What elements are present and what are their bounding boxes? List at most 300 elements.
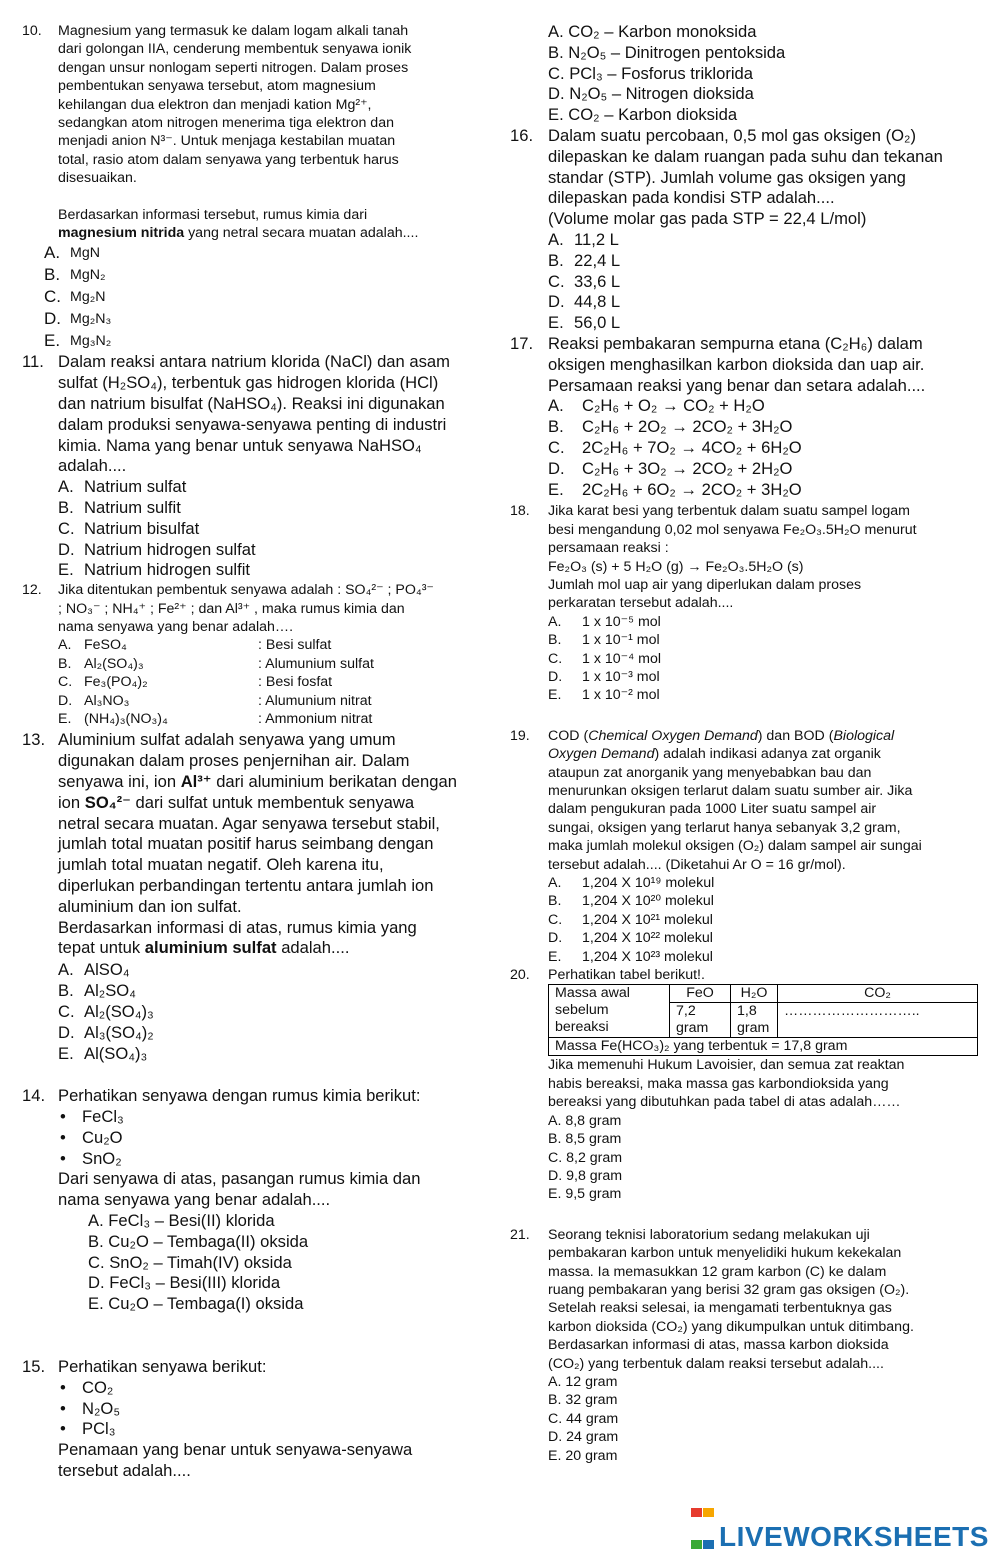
option-name: : Ammonium nitrat	[258, 711, 373, 728]
option-d[interactable]	[548, 292, 978, 313]
header-line: Massa awal	[555, 985, 630, 1002]
option-letter: B.	[548, 250, 564, 270]
stem-line: sungai, oksigen yang terlarut hanya sebanyak 3,2 gram,	[548, 819, 901, 836]
option-letter: A.	[548, 613, 562, 630]
options	[548, 613, 978, 705]
option-letter: B.	[548, 417, 564, 437]
option-formula: FeSO₄	[84, 637, 127, 654]
option-d[interactable]: D. 24 gram	[548, 1429, 619, 1446]
stem-line: Perhatikan tabel berikut!.	[548, 967, 705, 984]
option-letter: E.	[548, 948, 562, 965]
question-prompt: Penamaan yang benar untuk senyawa-senyawa	[58, 1440, 413, 1460]
option-e[interactable]	[58, 710, 484, 728]
stem-line: Perhatikan senyawa dengan rumus kimia berikut:	[58, 1086, 421, 1106]
table-cell	[778, 985, 978, 1038]
option-text: 1,204 X 10²¹ molekul	[582, 911, 713, 928]
question-20	[510, 966, 978, 984]
option-letter: D.	[548, 668, 563, 685]
option-letter: C.	[58, 518, 75, 538]
option-letter: E.	[548, 313, 564, 333]
stem-line: sulfat (H₂SO₄), terbentuk gas hidrogen klorida (HCl)	[58, 373, 439, 393]
option-letter: B.	[548, 632, 562, 649]
question-number: 11.	[22, 352, 44, 372]
option-letter: C.	[44, 287, 61, 307]
option-letter: D.	[44, 309, 61, 329]
option-b[interactable]	[58, 980, 484, 1001]
table-cell	[549, 985, 670, 1038]
column-header: FeO	[670, 985, 730, 1003]
compound-item: • SnO₂	[58, 1149, 484, 1170]
option-e[interactable]: E. Cu₂O – Tembaga(I) oksida	[88, 1294, 304, 1314]
option-text: Al₃(SO₄)₂	[84, 1023, 154, 1043]
header-line: bereaksi	[555, 1019, 609, 1036]
text: dari sulfat untuk membentuk senyawa	[130, 792, 415, 812]
option-letter: C.	[548, 650, 563, 667]
compound-list	[58, 1107, 484, 1169]
option-text: Natrium sulfit	[84, 498, 181, 518]
stem-line: total, rasio atom dalam senyawa yang terbentuk harus	[58, 151, 399, 168]
option-letter: C.	[548, 271, 565, 291]
option-text: 33,6 L	[574, 271, 621, 291]
text: tepat untuk	[58, 938, 145, 958]
option-c[interactable]	[58, 673, 484, 691]
option-d[interactable]: D. FeCl₃ – Besi(III) klorida	[88, 1273, 281, 1293]
brand-tile	[691, 1508, 702, 1517]
option-d[interactable]	[58, 540, 484, 561]
option-text: 1,204 X 10²² molekul	[582, 930, 713, 947]
stem-line: Setelah reaksi selesai, ia mengamati terbentuknya gas	[548, 1300, 892, 1317]
compound-item: • N₂O₅	[58, 1399, 484, 1420]
option-text: Natrium hidrogen sulfat	[84, 539, 256, 559]
question-prompt: nama senyawa yang benar adalah....	[58, 1190, 331, 1210]
stem-line: habis bereaksi, maka massa gas karbondioksida yang	[548, 1075, 889, 1092]
option-a[interactable]: A. FeCl₃ – Besi(II) klorida	[88, 1211, 275, 1231]
question-21	[510, 1226, 978, 1465]
option-letter: A.	[548, 229, 564, 249]
option-letter: D.	[58, 539, 75, 559]
option-text: Mg₃N₂	[70, 333, 112, 350]
option-text: 56,0 L	[574, 313, 621, 333]
option-formula: Al₂(SO₄)₃	[84, 655, 144, 672]
option-formula: Fe₃(PO₄)₂	[84, 674, 148, 691]
option-e[interactable]	[548, 686, 978, 704]
question-14	[22, 1086, 484, 1315]
question-prompt	[58, 224, 484, 242]
option-b[interactable]: B. 32 gram	[548, 1392, 618, 1409]
stem-line: standar (STP). Jumlah volume gas oksigen yang	[548, 167, 906, 187]
stem-line: Jika ditentukan pembentuk senyawa adalah : SO₄²⁻ ; PO₄³⁻	[58, 582, 434, 599]
right-column	[510, 22, 978, 1465]
cell-value: 7,2	[676, 1003, 696, 1020]
option-d[interactable]	[44, 308, 484, 330]
stem-line: Berdasarkan informasi di atas, massa karbon dioksida	[548, 1337, 889, 1354]
stem-line: adalah....	[58, 456, 127, 476]
option-b[interactable]	[548, 631, 978, 649]
question-number: 10.	[22, 23, 42, 39]
prompt-text: yang netral secara muatan adalah....	[184, 225, 419, 242]
stem-line: dilepaskan pada kondisi STP adalah....	[548, 188, 835, 208]
option-e[interactable]: E. CO₂ – Karbon dioksida	[548, 105, 738, 125]
option-letter: C.	[58, 674, 73, 691]
option-letter: C.	[58, 1002, 75, 1022]
table-footer: Massa Fe(HCO₃)₂ yang terbentuk = 17,8 gram	[549, 1038, 978, 1056]
option-a[interactable]	[58, 636, 484, 654]
stem-line: pembakaran karbon untuk menyelidiki hukum kekekalan	[548, 1245, 902, 1262]
question-stem	[58, 22, 484, 242]
stem-line: dalam pengukuran pada 1000 Liter suatu sampel air	[548, 801, 877, 818]
option-text: 2C₂H₆ + 7O₂ → 4CO₂ + 6H₂O	[582, 437, 802, 457]
answer-blank[interactable]: ………………………..	[784, 1003, 920, 1020]
option-text: 1 x 10⁻¹ mol	[582, 632, 660, 649]
option-text: Al₂(SO₄)₃	[84, 1002, 154, 1022]
option-b[interactable]	[548, 251, 978, 272]
question-15	[22, 1357, 484, 1482]
option-d[interactable]: D. 9,8 gram	[548, 1167, 623, 1184]
stem-line: jumlah total muatan negatif. Oleh karena itu,	[58, 855, 384, 875]
option-a[interactable]: A. CO₂ – Karbon monoksida	[548, 22, 757, 41]
stem-line: kehilangan dua elektron dan menjadi kation Mg²⁺,	[58, 96, 372, 113]
option-e[interactable]: E. 9,5 gram	[548, 1186, 622, 1203]
options	[58, 959, 484, 1064]
option-c[interactable]: C. 44 gram	[548, 1410, 619, 1427]
brand-name: LIVEWORKSHEETS	[719, 1521, 989, 1552]
stem-line: pembentukan senyawa tersebut, atom magnesium	[58, 78, 376, 95]
option-text: 11,2 L	[574, 229, 619, 249]
stem-line: (CO₂) yang terbentuk dalam reaksi tersebut adalah....	[548, 1355, 884, 1372]
option-text: 1 x 10⁻⁵ mol	[582, 613, 661, 630]
option-a[interactable]	[58, 959, 484, 980]
question-number: 14.	[22, 1086, 46, 1106]
stem-line	[58, 772, 484, 793]
option-letter: D.	[548, 458, 565, 478]
option-a[interactable]	[44, 242, 484, 264]
question-number: 17.	[510, 333, 534, 353]
stem-line: dalam produksi senyawa-senyawa penting di industri	[58, 414, 447, 434]
reaction-equation: Fe₂O₃ (s) + 5 H₂O (g) → Fe₂O₃.5H₂O (s)	[548, 558, 804, 575]
bold-term: aluminium sulfat	[144, 938, 277, 958]
stem-line: (Volume molar gas pada STP = 22,4 L/mol)	[548, 209, 867, 229]
stem-line: maka jumlah molekul oksigen (O₂) dalam sampel air sungai	[548, 838, 922, 855]
option-letter: B.	[44, 265, 61, 285]
stem-line	[548, 745, 978, 763]
stem-line: persamaan reaksi :	[548, 540, 669, 557]
text: dari aluminium berikatan dengan	[211, 772, 457, 792]
option-d[interactable]	[58, 1022, 484, 1043]
question-prompt: Berdasarkan informasi tersebut, rumus kimia dari	[58, 206, 368, 223]
option-e[interactable]	[58, 560, 484, 581]
brand-tile	[703, 1540, 714, 1549]
option-text: Mg₂N	[70, 289, 106, 306]
question-20-body	[510, 1056, 978, 1203]
option-c[interactable]	[44, 286, 484, 308]
question-prompt: tersebut adalah....	[58, 1461, 191, 1480]
stem-line: bereaksi yang dibutuhkan pada tabel di atas adalah……	[548, 1094, 901, 1111]
stem-line: diperlukan perbandingan tertentu antara jumlah ion	[58, 876, 434, 896]
option-name: : Alumunium nitrat	[258, 692, 372, 709]
bold-ion: Al³⁺	[180, 772, 212, 792]
option-letter: A.	[548, 396, 564, 416]
option-text: C₂H₆ + 3O₂ → 2CO₂ + 2H₂O	[582, 458, 793, 478]
question-number: 16.	[510, 125, 534, 145]
option-a[interactable]	[58, 477, 484, 498]
option-b[interactable]	[548, 892, 978, 910]
italic-term: Chemical Oxygen Demand	[588, 727, 758, 744]
question-15-options	[510, 22, 978, 126]
question-number: 12.	[22, 582, 42, 599]
option-e[interactable]: E. 20 gram	[548, 1447, 618, 1464]
option-c[interactable]	[548, 911, 978, 929]
option-b[interactable]: B. Cu₂O – Tembaga(II) oksida	[88, 1231, 309, 1251]
option-c[interactable]	[58, 519, 484, 540]
option-letter: B.	[58, 655, 72, 672]
stem-line: karbon dioksida (CO₂) yang dikumpulkan untuk ditimbang.	[548, 1318, 914, 1335]
option-c[interactable]: C. PCl₃ – Fosforus triklorida	[548, 63, 754, 83]
option-letter: D.	[58, 1023, 75, 1043]
option-text: 44,8 L	[574, 292, 621, 312]
stem-line: sedangkan atom nitrogen menerima tiga elektron dan	[58, 115, 394, 132]
table-row	[549, 1038, 978, 1056]
option-text: 1 x 10⁻² mol	[582, 687, 660, 704]
option-c[interactable]	[548, 438, 978, 459]
bold-term: magnesium nitrida	[58, 225, 185, 242]
options	[548, 1112, 978, 1204]
stem-line: disesuaikan.	[58, 170, 137, 187]
question-number: 21.	[510, 1226, 530, 1243]
option-text: 1 x 10⁻³ mol	[582, 668, 660, 685]
option-name: : Alumunium sulfat	[258, 655, 374, 672]
option-text: MgN₂	[70, 267, 106, 284]
option-text: Natrium bisulfat	[84, 518, 200, 538]
option-c[interactable]	[58, 1001, 484, 1022]
option-letter: A.	[58, 477, 74, 497]
brand-grid-icon	[690, 1492, 716, 1514]
option-letter: E.	[548, 479, 564, 499]
question-number: 15.	[22, 1357, 46, 1377]
option-e[interactable]	[58, 1043, 484, 1064]
option-d[interactable]	[548, 929, 978, 947]
option-letter: E.	[58, 711, 72, 728]
compound-item: • FeCl₃	[58, 1107, 484, 1128]
options	[58, 477, 484, 581]
option-text: Al₂SO₄	[84, 981, 136, 1001]
bold-ion: SO₄²⁻	[84, 792, 131, 812]
stem-line: dan natrium bisulfat (NaHSO₄). Reaksi ini digunakan	[58, 394, 445, 414]
option-text: Mg₂N₃	[70, 311, 112, 328]
italic-term: Biological	[833, 727, 895, 744]
question-prompt: Dari senyawa di atas, pasangan rumus kimia dan	[58, 1169, 421, 1189]
option-d[interactable]	[548, 459, 978, 480]
option-a[interactable]	[548, 396, 978, 417]
option-c[interactable]: C. 8,2 gram	[548, 1149, 623, 1166]
column-header: H₂O	[731, 985, 777, 1003]
option-letter: E.	[548, 687, 562, 704]
table-row	[549, 985, 978, 1038]
stem-line: Reaksi pembakaran sempurna etana (C₂H₆) dalam	[548, 333, 923, 353]
option-d[interactable]: D. N₂O₅ – Nitrogen dioksida	[548, 84, 754, 104]
compound-item: • CO₂	[58, 1378, 484, 1399]
stem-line: Perhatikan senyawa berikut:	[58, 1357, 267, 1377]
option-text: 1,204 X 10²³ molekul	[582, 948, 713, 965]
stem-line: Berdasarkan informasi di atas, rumus kimia yang	[58, 917, 417, 937]
liveworksheets-logo	[690, 1492, 989, 1553]
option-letter: A.	[548, 875, 562, 892]
option-letter: D.	[548, 930, 563, 947]
table-cell	[670, 985, 731, 1038]
stem-line: dilepaskan ke dalam ruangan pada suhu dan tekanan	[548, 146, 943, 166]
option-d[interactable]	[58, 692, 484, 710]
stem-line: Seorang teknisi laboratorium sedang melakukan uji	[548, 1226, 870, 1243]
option-text: 1,204 X 10¹⁹ molekul	[582, 875, 715, 892]
stem-line: Dalam suatu percobaan, 0,5 mol gas oksigen (O₂)	[548, 125, 917, 145]
option-text: AlSO₄	[84, 960, 130, 980]
stem-line: ataupun zat anorganik yang menyebabkan bau dan	[548, 764, 872, 781]
question-18	[510, 502, 978, 704]
options	[44, 242, 484, 352]
stem-line: Magnesium yang termasuk ke dalam logam alkali tanah	[58, 23, 409, 39]
option-a[interactable]: A. 12 gram	[548, 1373, 618, 1390]
option-text: 1,204 X 10²⁰ molekul	[582, 893, 714, 910]
question-number: 18.	[510, 503, 530, 520]
cell-unit: gram	[676, 1020, 709, 1037]
header-line: sebelum	[555, 1002, 609, 1019]
text: ) dan BOD (	[757, 727, 834, 744]
option-text: C₂H₆ + O₂ → CO₂ + H₂O	[582, 396, 765, 416]
option-letter: B.	[58, 498, 74, 518]
option-formula: Al₃NO₃	[84, 692, 130, 709]
option-name: : Besi fosfat	[258, 674, 333, 691]
option-c[interactable]	[548, 272, 978, 293]
stem-line: nama senyawa yang benar adalah….	[58, 619, 294, 636]
question-11	[22, 352, 484, 581]
option-d[interactable]	[548, 668, 978, 686]
text: COD (	[548, 727, 589, 744]
text: senyawa ini, ion	[58, 772, 181, 792]
option-b[interactable]	[548, 417, 978, 438]
option-b[interactable]: B. 8,5 gram	[548, 1131, 622, 1148]
stem-line: Jika memenuhi Hukum Lavoisier, dan semua zat reaktan	[548, 1057, 905, 1074]
option-formula: (NH₄)₃(NO₃)₄	[84, 711, 168, 728]
option-letter: A.	[58, 637, 72, 654]
stem-line: Persamaan reaksi yang benar dan setara adalah....	[548, 375, 926, 395]
option-letter: A.	[44, 243, 61, 263]
option-e[interactable]	[548, 948, 978, 966]
option-c[interactable]	[548, 650, 978, 668]
brand-tile	[691, 1540, 702, 1549]
stem-line: menurunkan oksigen terlarut dalam suatu sumber air. Jika	[548, 783, 913, 800]
compound-item: • Cu₂O	[58, 1128, 484, 1149]
option-text: C₂H₆ + 2O₂ → 2CO₂ + 3H₂O	[582, 417, 793, 437]
option-letter: E.	[58, 560, 74, 580]
stem-line: kimia. Nama yang benar untuk senyawa NaHSO₄	[58, 435, 422, 455]
option-text: 2C₂H₆ + 6O₂ → 2CO₂ + 3H₂O	[582, 479, 802, 499]
question-number: 13.	[22, 730, 46, 750]
option-b[interactable]	[58, 498, 484, 519]
option-text: Natrium sulfat	[84, 477, 187, 497]
option-b[interactable]	[44, 264, 484, 286]
option-e[interactable]	[548, 313, 978, 334]
option-letter: B.	[58, 981, 74, 1001]
option-text: Natrium hidrogen sulfit	[84, 560, 251, 580]
question-prompt	[58, 938, 484, 959]
option-letter: B.	[548, 893, 562, 910]
brand-tile	[703, 1508, 714, 1517]
option-text: 1 x 10⁻⁴ mol	[582, 650, 662, 667]
stem-line: dari golongan IIA, cenderung membentuk senyawa ionik	[58, 41, 412, 58]
stem-line: dengan unsur nonlogam seperti nitrogen. Dalam proses	[58, 59, 409, 76]
question-16	[510, 126, 978, 334]
left-column	[22, 22, 484, 1482]
cell-value: 1,8	[737, 1003, 757, 1020]
stem-line	[58, 793, 484, 814]
text: adalah....	[276, 938, 350, 958]
options	[58, 636, 484, 728]
stem-line: perkaratan tersebut adalah....	[548, 595, 734, 612]
stem-line: Dalam reaksi antara natrium klorida (NaCl) dan asam	[58, 352, 450, 372]
italic-term: Oxygen Demand	[548, 746, 655, 763]
stem-line: aluminium dan ion sulfat.	[58, 896, 242, 916]
stem-line: digunakan dalam proses penjernihan air. Dalam	[58, 751, 410, 771]
option-letter: E.	[58, 1044, 74, 1064]
option-b[interactable]: B. N₂O₅ – Dinitrogen pentoksida	[548, 42, 786, 62]
table-cell	[731, 985, 778, 1038]
stem-line: ; NO₃⁻ ; NH₄⁺ ; Fe²⁺ ; dan Al³⁺ , maka rumus kimia dan	[58, 600, 405, 617]
option-a[interactable]: A. 8,8 gram	[548, 1112, 622, 1129]
question-number: 20.	[510, 967, 530, 984]
option-name: : Besi sulfat	[258, 637, 332, 654]
option-a[interactable]	[548, 230, 978, 251]
stem-line: Aluminium sulfat adalah senyawa yang umum	[58, 730, 396, 750]
text: ) adalah indikasi adanya zat organik	[654, 746, 881, 763]
question-13	[22, 730, 484, 1064]
question-12	[22, 581, 484, 728]
option-letter: C.	[548, 437, 565, 457]
options	[58, 1211, 484, 1315]
stem-line: oksigen menghasilkan karbon dioksida dan uap air.	[548, 354, 925, 374]
option-text: Al(SO₄)₃	[84, 1044, 148, 1064]
cell-unit: gram	[737, 1020, 770, 1037]
option-a[interactable]	[548, 613, 978, 631]
stem-line	[548, 727, 978, 745]
option-letter: D.	[548, 292, 565, 312]
options	[548, 1373, 978, 1465]
option-b[interactable]	[58, 655, 484, 673]
option-e[interactable]	[44, 330, 484, 352]
option-letter: D.	[58, 692, 73, 709]
question-number: 19.	[510, 727, 530, 744]
stem-line: jumlah total muatan positif harus seimbang dengan	[58, 834, 434, 854]
options	[548, 396, 978, 500]
stem-line: netral secara muatan. Agar senyawa tersebut stabil,	[58, 813, 440, 833]
question-17	[510, 334, 978, 500]
option-letter: A.	[58, 960, 74, 980]
stem-line: ruang pembakaran yang berisi 32 gram gas oksigen (O₂).	[548, 1281, 910, 1298]
options	[548, 874, 978, 966]
compound-list	[58, 1378, 484, 1440]
stem-line: Jika karat besi yang terbentuk dalam suatu sampel logam	[548, 503, 910, 520]
option-text: MgN	[70, 245, 100, 262]
question-10	[22, 22, 484, 352]
option-letter: C.	[548, 911, 563, 928]
option-text: 22,4 L	[574, 250, 621, 270]
option-a[interactable]	[548, 874, 978, 892]
question-19	[510, 727, 978, 966]
option-c[interactable]: C. SnO₂ – Timah(IV) oksida	[88, 1252, 292, 1272]
option-e[interactable]	[548, 480, 978, 501]
mass-table	[548, 984, 978, 1056]
stem-line: besi mengandung 0,02 mol senyawa Fe₂O₃.5H₂O menurut	[548, 521, 917, 538]
column-header: CO₂	[778, 985, 977, 1003]
text: ion	[58, 792, 85, 812]
